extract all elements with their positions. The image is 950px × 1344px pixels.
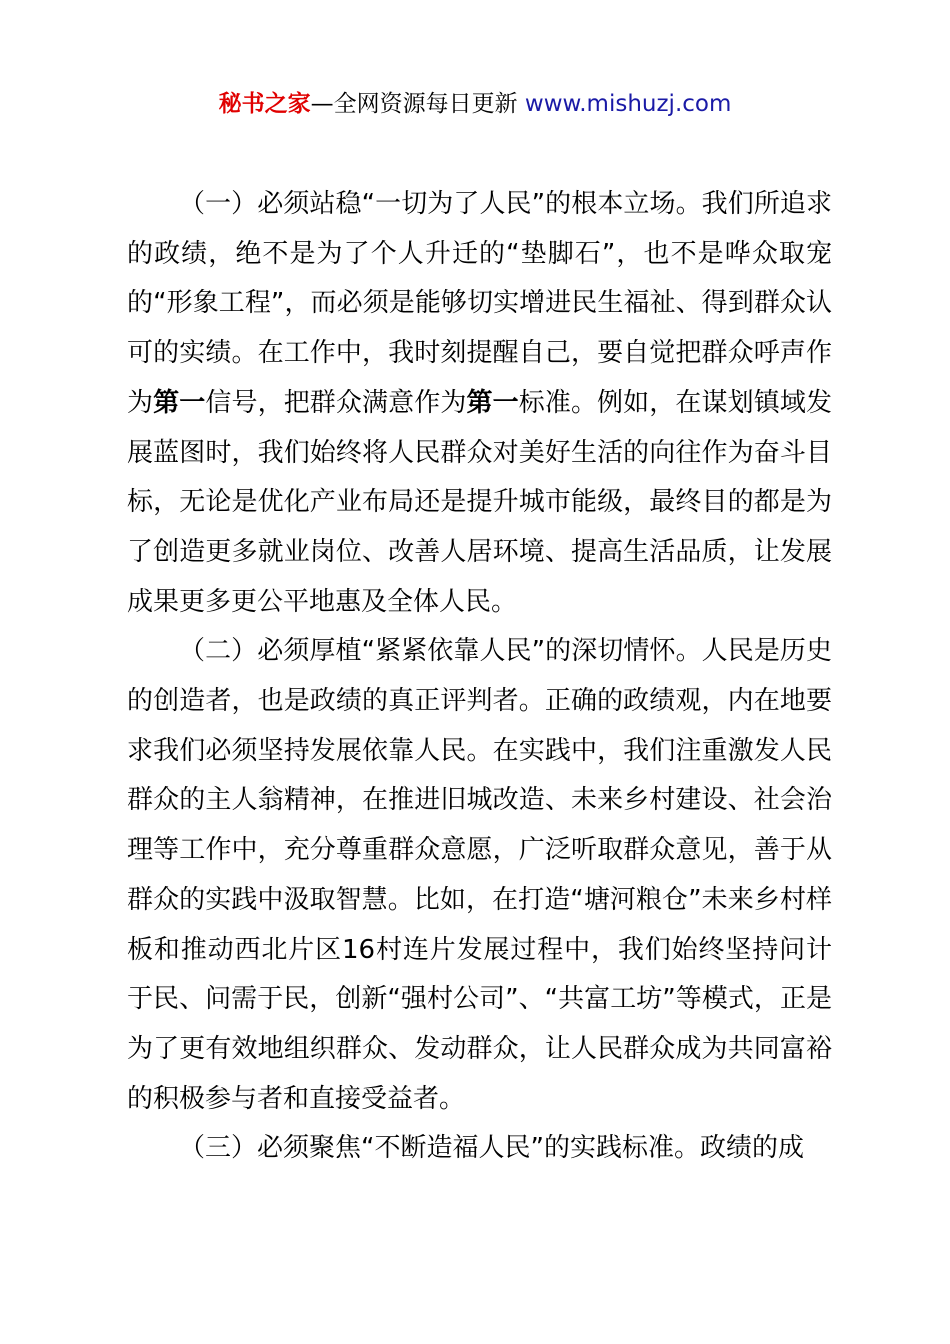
brand-name: 秘书之家 [218, 91, 311, 117]
paragraph-1-text-a: （一）必须站稳“一切为了人民”的根本立场。我们所追求的政绩，绝不是为了个人升迁的“垫脚石”，也不是哗众取宠的“形象工程”，而必须是能够切实增进民生福祉、得到群众认可的实绩。在工作中，我时刻提醒自己，要自觉把群众呼声作为 [127, 189, 832, 418]
paragraph-1-text-b: 信号，把群众满意作为 [205, 387, 467, 418]
paragraph-1 [127, 180, 832, 627]
document-body [127, 180, 832, 1174]
paragraph-1-text-c: 标准。例如，在谋划镇域发展蓝图时，我们始终将人民群众对美好生活的向往作为奋斗目标，无论是优化产业布局还是提升城市能级，最终目的都是为了创造更多就业岗位、改善人居环境、提高生活品质，让发展成果更多更公平地惠及全体人民。 [127, 387, 832, 617]
paragraph-2: （二）必须厚植“紧紧依靠人民”的深切情怀。人民是历史的创造者，也是政绩的真正评判者。正确的政绩观，内在地要求我们必须坚持发展依靠人民。在实践中，我们注重激发人民群众的主人翁精神，在推进旧城改造、未来乡村建设、社会治理等工作中，充分尊重群众意愿，广泛听取群众意见，善于从群众的实践中汲取智慧。比如，在打造“塘河粮仓”未来乡村样板和推动西北片区16村连片发展过程中，我们始终坚持问计于民、问需于民，创新“强村公司”、“共富工坊”等模式，正是为了更有效地组织群众、发动群众，让人民群众成为共同富裕的积极参与者和直接受益者。 [127, 636, 832, 1114]
paragraph-1-bold-first-b: 第一 [466, 387, 519, 418]
site-url-link[interactable]: www.mishuzj.com [524, 91, 732, 117]
paragraph-3: （三）必须聚焦“不断造福人民”的实践标准。政绩的成 [179, 1133, 804, 1164]
header-tagline: —全网资源每日更新 [310, 91, 525, 117]
document-header [0, 86, 950, 122]
paragraph-1-bold-first-a: 第一 [153, 387, 206, 418]
